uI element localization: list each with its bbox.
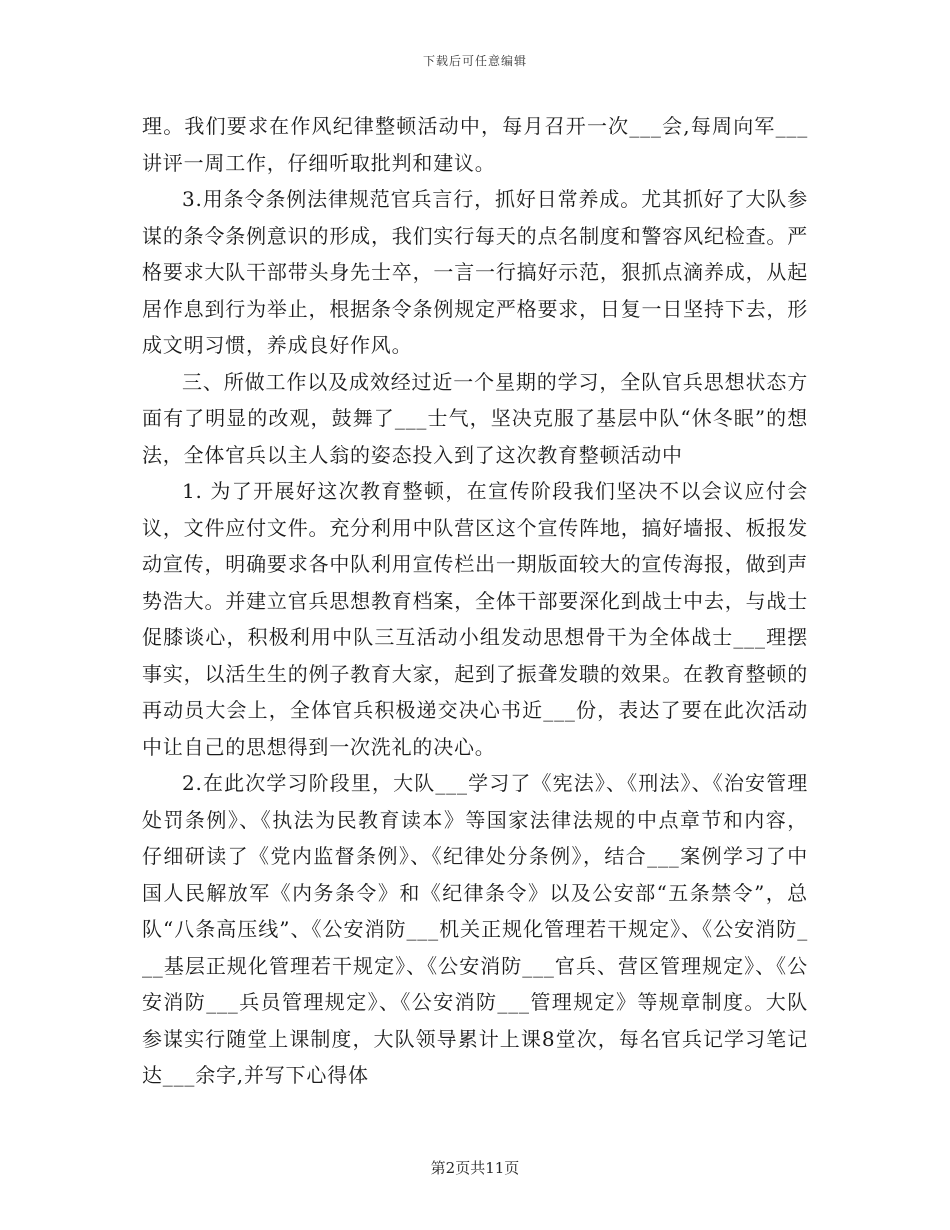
document-body [142, 108, 808, 1094]
paragraph-2: 三、所做工作以及成效经过近一个星期的学习，全队官兵思想状态方面有了明显的改观，鼓舞了___士气，坚决克服了基层中队“休冬眠”的想法，全体官兵以主人翁的姿态投入到了这次教育整顿活动中 [142, 369, 808, 467]
page-number: 第2页共11页 [430, 1159, 520, 1177]
paragraph-4: 2.在此次学习阶段里，大队___学习了《宪法》、《刑法》、《治安管理处罚条例》、《执法为民教育读本》等国家法律法规的中点章节和内容，仔细研读了《党内监督条例》、《纪律处分条例》，结合___案例学习了中国人民解放军《内务条令》和《纪律条令》以及公安部“五条禁令”，总队“八条高压线”、《公安消防___机关正规化管理若干规定》、《公安消防___基层正规化管理若干规定》、《公安消防___官兵、营区管理规定》、《公安消防___兵员管理规定》、《公安消防___管理规定》等规章制度。大队参谋实行随堂上课制度，大队领导累计上课8堂次，每名官兵记学习笔记达___余字,并写下心得体 [142, 771, 808, 1087]
paragraph-3: 1. 为了开展好这次教育整顿，在宣传阶段我们坚决不以会议应付会议，文件应付文件。充分利用中队营区这个宣传阵地，搞好墙报、板报发动宣传，明确要求各中队利用宣传栏出一期版面较大的宣传海报，做到声势浩大。并建立官兵思想教育档案，全体干部要深化到战士中去，与战士促膝谈心，积极利用中队三互活动小组发动思想骨干为全体战士___理摆事实，以活生生的例子教育大家，起到了振聋发聩的效果。在教育整顿的再动员大会上，全体官兵积极递交决心书近___份，表达了要在此次活动中让自己的思想得到一次洗礼的决心。 [142, 479, 808, 759]
paragraph-1: 3.用条令条例法律规范官兵言行，抓好日常养成。尤其抓好了大队参谋的条令条例意识的形成，我们实行每天的点名制度和警容风纪检查。严格要求大队干部带头身先士卒，一言一行搞好示范，狠抓点滴养成，从起居作息到行为举止，根据条令条例规定严格要求，日复一日坚持下去，形成文明习惯，养成良好作风。 [142, 187, 808, 357]
paragraph-0: 理。我们要求在作风纪律整顿活动中，每月召开一次___会,每周向军___讲评一周工作，仔细听取批判和建议。 [142, 114, 808, 175]
page-header-note: 下载后可任意编辑 [422, 54, 527, 68]
